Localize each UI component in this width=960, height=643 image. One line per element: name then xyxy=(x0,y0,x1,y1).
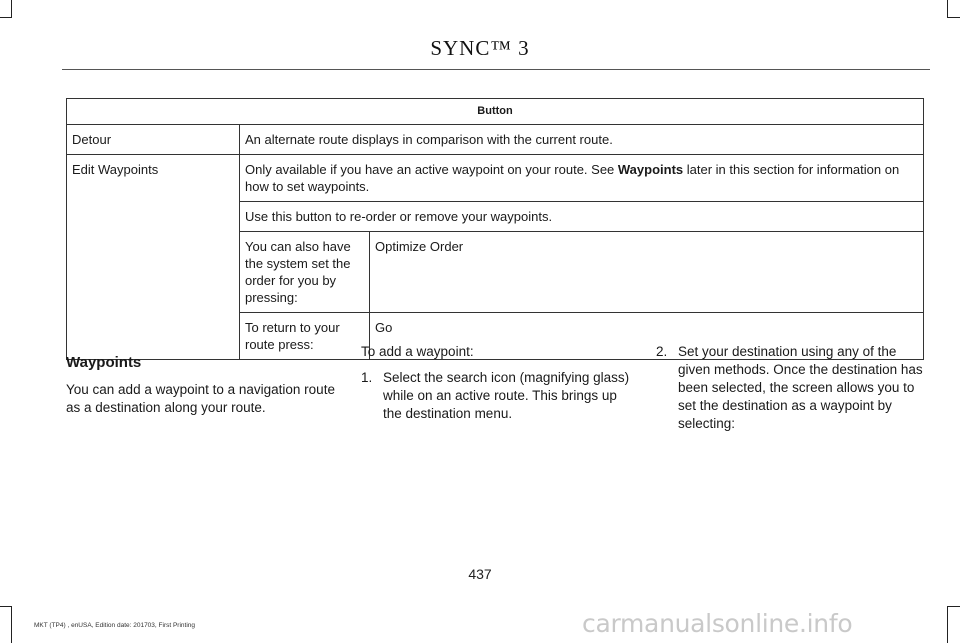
optimize-order-value: Optimize Order xyxy=(370,232,924,313)
watermark-logo: carmanualsonline.info xyxy=(582,609,853,638)
column-right xyxy=(656,343,932,433)
add-waypoint-intro: To add a waypoint: xyxy=(361,344,474,359)
table-header-row xyxy=(67,99,924,125)
page-number: 437 xyxy=(468,566,492,582)
go-value: Go xyxy=(370,313,924,360)
step-number-1: 1. xyxy=(361,370,373,385)
return-label: To return to your route press: xyxy=(240,313,370,360)
waypoints-reference: Waypoints xyxy=(617,162,684,177)
column-left xyxy=(66,343,342,417)
crop-mark-bottom-right-h xyxy=(947,606,960,607)
list-item xyxy=(656,343,932,433)
edit-desc-post: later in this section for information on how to set waypoints. xyxy=(245,162,900,194)
button-desc-detour: An alternate route displays in comparison with the current route. xyxy=(240,125,924,155)
table-header: Button xyxy=(67,99,924,125)
button-name-edit-waypoints: Edit Waypoints xyxy=(67,155,240,360)
crop-mark-top-left-h xyxy=(0,17,12,18)
column-middle xyxy=(361,343,637,423)
crop-mark-top-left-v xyxy=(11,0,12,18)
waypoints-intro-text: You can add a waypoint to a navigation route as a destination along your route. xyxy=(66,382,335,415)
edit-waypoints-usage: Use this button to re-order or remove your waypoints. xyxy=(240,202,924,232)
crop-mark-bottom-left-h xyxy=(0,606,12,607)
crop-mark-bottom-left-v xyxy=(11,606,12,643)
section-title-waypoints: Waypoints xyxy=(66,354,142,371)
optimize-label: You can also have the system set the order for you by pressing: xyxy=(240,232,370,313)
crop-mark-bottom-right-v xyxy=(947,606,948,643)
button-name-detour: Detour xyxy=(67,125,240,155)
header-divider xyxy=(62,69,930,70)
table-row xyxy=(67,125,924,155)
table-row xyxy=(67,155,924,202)
list-item xyxy=(361,369,637,423)
step-text-2: Set your destination using any of the given methods. Once the destination has been selected, the screen allows you to set the destination as a waypoint by selecting: xyxy=(678,344,923,431)
step-number-2: 2. xyxy=(656,344,668,359)
step-text-1: Select the search icon (magnifying glass) while on an active route. This brings up the destination menu. xyxy=(383,370,630,421)
crop-mark-top-right-v xyxy=(947,0,948,18)
edit-desc-pre: Only available if you have an active waypoint on your route. See xyxy=(245,162,618,177)
page-header-title: SYNC™ 3 xyxy=(430,36,530,60)
button-table xyxy=(66,98,924,360)
footer-edition-info: MKT (TP4) , enUSA, Edition date: 201703, First Printing xyxy=(34,622,196,629)
button-desc-edit-waypoints xyxy=(240,155,924,202)
crop-mark-top-right-h xyxy=(947,17,960,18)
